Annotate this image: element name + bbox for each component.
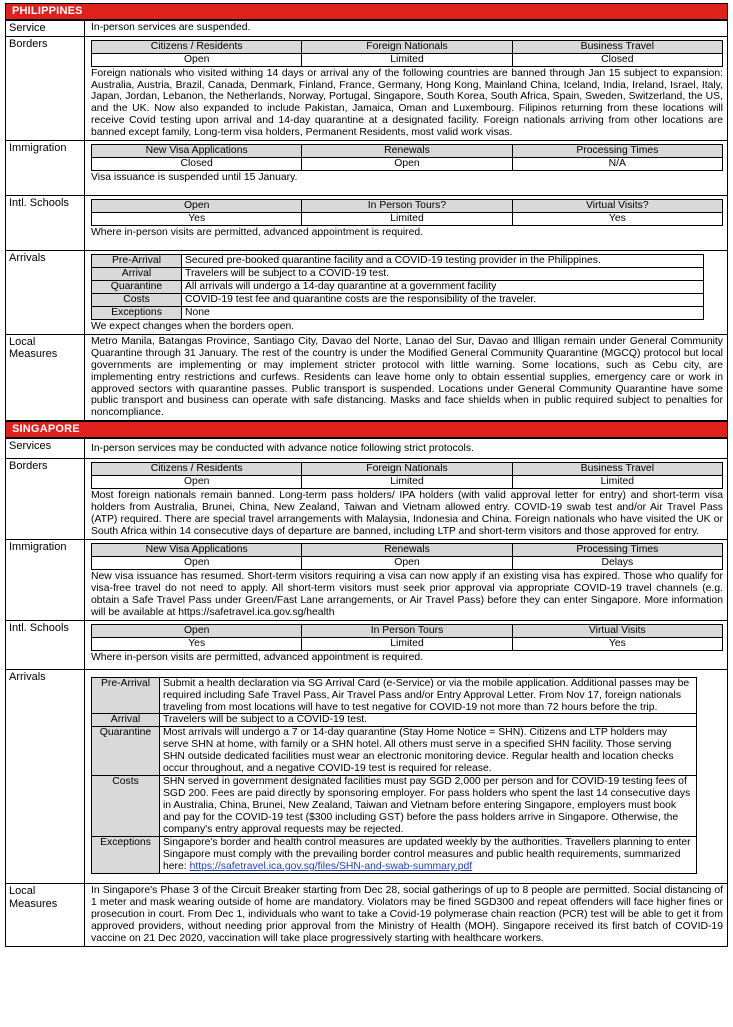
schools-status-table [91, 199, 723, 226]
borders-status-table [91, 40, 723, 67]
row-label: Borders [6, 36, 85, 141]
arrivals-value: SHN served in government designated facilities must pay SGD 2,000 per person and for COVID-19 testing fees of SGD 200. Fees are paid directly by sponsoring employer. For pass holders who spent the last 14 consecutive days in Australia, China, Brunei, New Zealand, Taiwan and Vietnam before entering Singapore, employers must book and pay for the COVID-19 test ($300 including GST) before the pass holders arrive in Singapore. Otherwise, the company's entry approval requests may be rejected. [160, 776, 697, 837]
status-value: Limited [302, 637, 512, 650]
arrivals-value: Secured pre-booked quarantine facility and a COVID-19 testing provider in the Philippines. [182, 254, 704, 267]
column-header: Citizens / Residents [92, 463, 302, 476]
status-value: Delays [512, 557, 722, 570]
status-value: Limited [302, 476, 512, 489]
column-header: Virtual Visits [512, 624, 722, 637]
column-header: In Person Tours? [302, 200, 512, 213]
column-header: Processing Times [512, 145, 722, 158]
arrivals-key: Costs [92, 293, 182, 306]
column-header: Open [92, 200, 302, 213]
status-value: Yes [92, 637, 302, 650]
column-header: New Visa Applications [92, 145, 302, 158]
local-measures-row [6, 883, 728, 946]
local-measures-text: Metro Manila, Batangas Province, Santiago City, Davao del Norte, Lanao del Sur, Davao and Illigan remain under General Community Quarantine through 31 January. The rest of the country is under the Modified General Community Quarantine (MGCQ) protocol but local governments are implementing or may implement stricter protocol with little warning. Some locations, such as Cebu city, are implementing entry restrictions and curfews. Residents can leave home only to obtain essential supplies, emergency care or work in approved sectors with quarantine passes. Public transport is suspended. Locations under General Community Quarantine have some public transport and business can operate with safe distancing. Masks and face shields when in public required subject to penalties for noncompliance. [91, 335, 723, 419]
arrivals-value: Singapore's border and health control measures are updated weekly by the authorities. Travellers planning to enter Singapore must comply with the prevailing border control measures and public health requirements, summarized here: [163, 837, 691, 872]
status-value: Closed [512, 53, 722, 66]
arrivals-value: None [182, 306, 704, 319]
borders-row [6, 459, 728, 540]
status-value: Limited [512, 476, 722, 489]
local-measures-row [6, 334, 728, 421]
arrivals-note: We expect changes when the borders open. [91, 320, 295, 332]
arrivals-table [91, 677, 697, 874]
borders-text: Foreign nationals who visited withing 14 days or arrival any of the following countries are banned through Jan 15 subject to expansion: Australia, Austria, Brazil, Canada, Denmark, Finland, France, Germany, Hong Kong, Mainland China, Iceland, India, Ireland, Israel, Italy, Japan, Jordan, Lebanon, the Netherlands, Norway, Portugal, Singapore, South Korea, South Africa, Spain, Sweden, Switzerland, the US, and the UK. Now also expanded to include Pakistan, Jamaica, Oman and Luxembourg. Filipinos returning from these locations will receive Covid testing upon arrival and 14-day quarantine at a designated facility. Foreign nationals arriving from other locations are banned except family, Long-term visa holders, Permanent Residents, most valid work visas. [91, 67, 723, 139]
column-header: Foreign Nationals [302, 40, 512, 53]
status-value: Open [302, 557, 512, 570]
column-header: Processing Times [512, 544, 722, 557]
schools-status-table [91, 624, 723, 651]
arrivals-row [6, 669, 728, 883]
column-header: Citizens / Residents [92, 40, 302, 53]
status-value: Limited [302, 213, 512, 226]
arrivals-key: Arrival [92, 267, 182, 280]
arrivals-key: Exceptions [92, 306, 182, 319]
column-header: Renewals [302, 544, 512, 557]
schools-row [6, 196, 728, 251]
local-measures-text: In Singapore's Phase 3 of the Circuit Breaker starting from Dec 28, social gatherings of up to 8 people are permitted. Social distancing of 1 meter and mask wearing outside of home are mandatory. Violators may be fined SGD300 and repeat offenders will face higher fines or prosecution in court. From Dec 1, individuals who want to take a Covid-19 polymerase chain reaction (PCR) test will be able to get it from approved providers, without needing prior approval from the Ministry of Health (MOH). Singapore received its first batch of COVID-19 vaccine on 21 Dec 2020, vaccination will take place progressively starting with healthcare workers. [91, 884, 723, 944]
arrivals-key: Pre-Arrival [92, 254, 182, 267]
status-value: Open [92, 557, 302, 570]
travel-advisory-page [5, 3, 728, 947]
row-label: Services [6, 439, 85, 459]
column-header: Renewals [302, 145, 512, 158]
status-value: Yes [92, 213, 302, 226]
services-row [6, 439, 728, 459]
arrivals-value: All arrivals will undergo a 14-day quarantine at a government facility [182, 280, 704, 293]
arrivals-key: Pre-Arrival [92, 677, 160, 714]
row-label: Immigration [6, 141, 85, 196]
country-header-philippines: PHILIPPINES [5, 3, 728, 20]
row-label: Service [6, 21, 85, 37]
philippines-table [5, 20, 728, 421]
services-text: In-person services may be conducted with advance notice following strict protocols. [85, 439, 728, 459]
arrivals-value: Travelers will be subject to a COVID-19 test. [182, 267, 704, 280]
row-label: Intl. Schools [6, 196, 85, 251]
column-header: In Person Tours [302, 624, 512, 637]
status-value: Yes [512, 637, 722, 650]
immigration-row [6, 540, 728, 621]
status-value: Open [302, 158, 512, 171]
row-label: Intl. Schools [6, 620, 85, 669]
column-header: Open [92, 624, 302, 637]
arrivals-key: Quarantine [92, 727, 160, 776]
shn-summary-link[interactable]: https://safetravel.ica.gov.sg/files/SHN-and-swab-summary.pdf [189, 860, 473, 872]
column-header: Business Travel [512, 40, 722, 53]
column-header: Virtual Visits? [512, 200, 722, 213]
arrivals-key: Quarantine [92, 280, 182, 293]
immigration-text: New visa issuance has resumed. Short-term visitors requiring a visa can now apply if an existing visa has expired. Those who qualify for visa-free travel do not need to apply. All short-term visitors must seek prior approval via appropriate COVID-19 travel channels (e.g. obtain a Safe Travel Pass under Green/Fast Lane arrangements, or Air Travel Pass) before they can enter Singapore. More information will be available at https://safetravel.ica.gov.sg/health [91, 570, 723, 618]
status-value: Open [92, 53, 302, 66]
borders-text: Most foreign nationals remain banned. Long-term pass holders/ IPA holders (with valid approval letter for entry) and short-term visa holders from Australia, Brunei, China, New Zealand, Taiwan and Vietnam allowed entry. COVID-19 swab test and/or Air Travel Pass (ATP) required. There are special travel arrangements with Malaysia, Indonesia and China. Foreign nationals who have visited the UK or South Africa within 14 consecutive days of departure are banned, including LTP and short-term visitors and those approved for entry. [91, 490, 723, 538]
arrivals-row [6, 250, 728, 334]
column-header: New Visa Applications [92, 544, 302, 557]
arrivals-value: Travelers will be subject to a COVID-19 test. [160, 714, 697, 727]
status-value: N/A [512, 158, 722, 171]
row-label: Arrivals [6, 669, 85, 883]
row-label: Local Measures [6, 334, 85, 421]
row-label: Local Measures [6, 883, 85, 946]
column-header: Business Travel [512, 463, 722, 476]
singapore-table [5, 438, 728, 946]
immigration-row [6, 141, 728, 196]
status-value: Limited [302, 53, 512, 66]
arrivals-value: Most arrivals will undergo a 7 or 14-day quarantine (Stay Home Notice = SHN). Citizens and LTP holders may serve SHN at home, with family or a SHN hotel. All others must serve in a specified SHN facility. Those serving SHN outside dedicated facilities must wear an electronic monitoring device. Regular health and location checks occur throughout, and a negative COVID-19 test is required for release. [160, 727, 697, 776]
row-label: Borders [6, 459, 85, 540]
status-value: Closed [92, 158, 302, 171]
arrivals-key: Exceptions [92, 837, 160, 874]
arrivals-key: Arrival [92, 714, 160, 727]
row-label: Arrivals [6, 250, 85, 334]
row-label: Immigration [6, 540, 85, 621]
schools-row [6, 620, 728, 669]
services-row [6, 21, 728, 37]
country-header-singapore: SINGAPORE [5, 421, 728, 438]
status-value: Yes [512, 213, 722, 226]
arrivals-key: Costs [92, 776, 160, 837]
arrivals-value: COVID-19 test fee and quarantine costs are the responsibility of the traveler. [182, 293, 704, 306]
services-text: In-person services are suspended. [85, 21, 728, 37]
immigration-text: Visa issuance is suspended until 15 January. [91, 172, 298, 184]
column-header: Foreign Nationals [302, 463, 512, 476]
borders-status-table [91, 462, 723, 489]
immigration-status-table [91, 543, 723, 570]
arrivals-value: Submit a health declaration via SG Arrival Card (e-Service) or via the mobile application. Additional passes may be required including Safe Travel Pass, Air Travel Pass and/or Entry Approval Letter. From Nov 17, foreign nationals traveling from most locations will have to test negative for COVID-19 not more than 72 hours before the trip. [160, 677, 697, 714]
schools-text: Where in-person visits are permitted, advanced appointment is required. [91, 651, 424, 663]
status-value: Open [92, 476, 302, 489]
arrivals-table [91, 254, 704, 320]
borders-row [6, 36, 728, 141]
immigration-status-table [91, 144, 723, 171]
schools-text: Where in-person visits are permitted, advanced appointment is required. [91, 227, 424, 239]
